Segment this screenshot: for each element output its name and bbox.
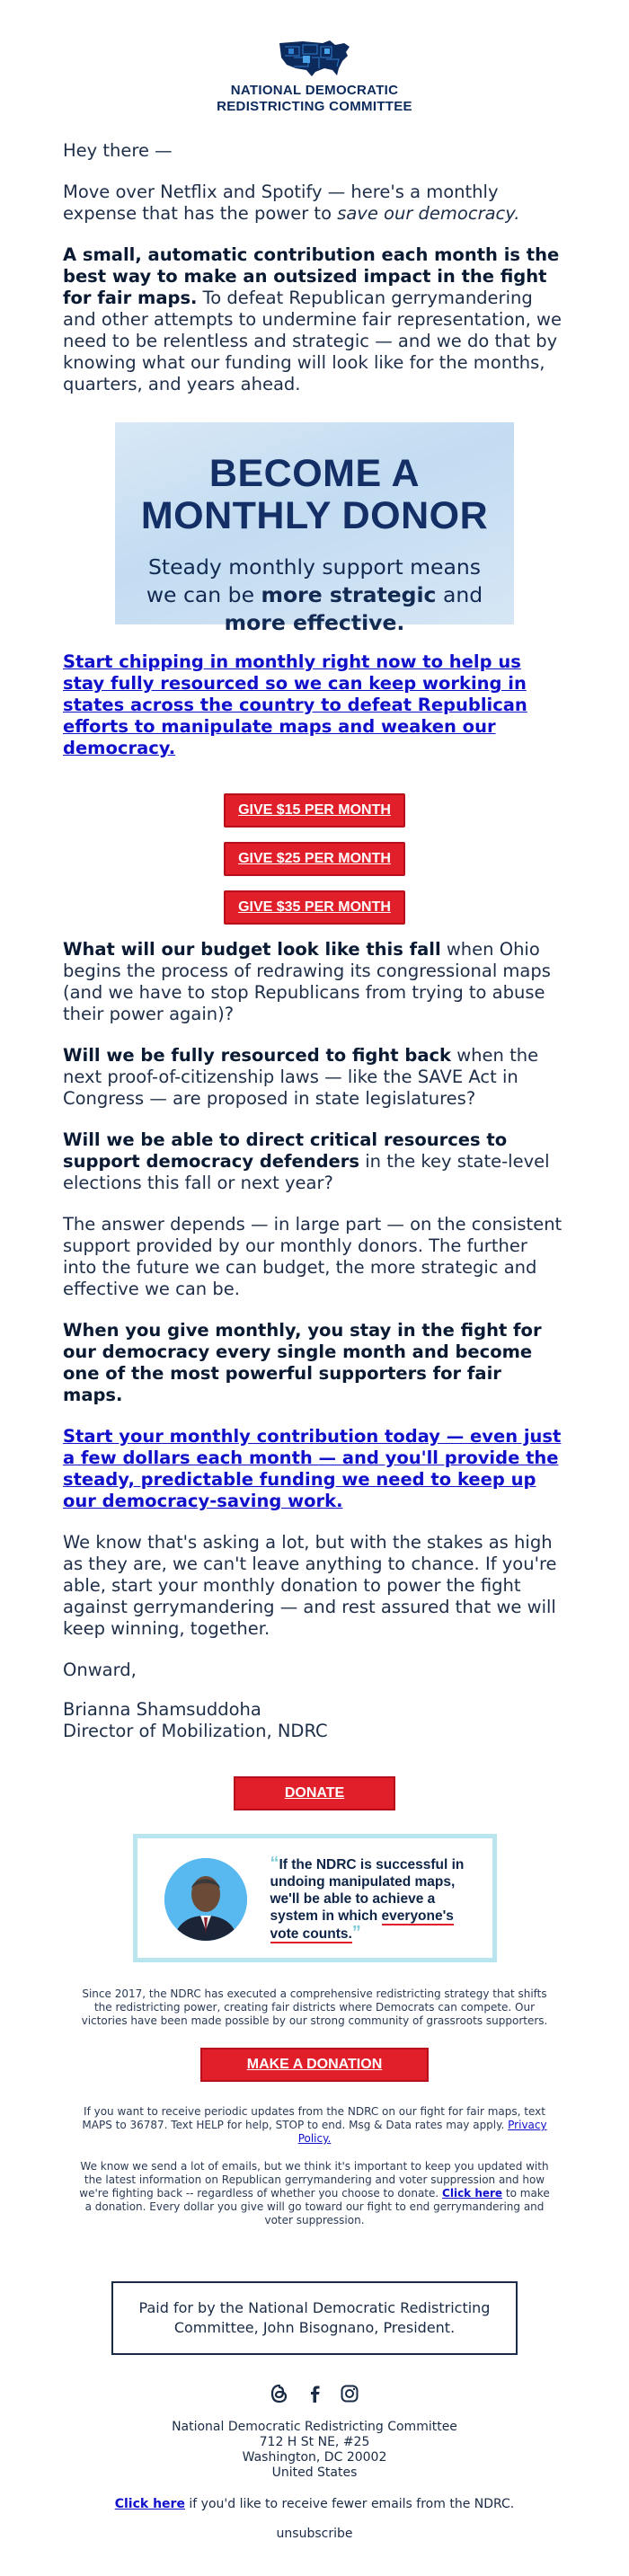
start-contribution-link[interactable]: Start your monthly contribution today — even just a few dollars each month — and you'll provide the steady, predictable funding we need to keep up our democracy-saving work. bbox=[63, 1426, 562, 1511]
quote-body: If the NDRC is successful in undoing manipulated maps, we'll be able to achieve a system in which bbox=[270, 1857, 465, 1924]
intro-paragraph bbox=[63, 181, 566, 225]
portrait-image bbox=[164, 1858, 247, 1941]
quote-underlined: everyone's vote counts. bbox=[270, 1908, 454, 1942]
email-body bbox=[0, 140, 629, 1742]
question-resources-bold: Will we be able to direct critical resources to support democracy defenders bbox=[63, 1129, 508, 1172]
paragraph-best-way-bold: A small, automatic contribution each month is the best way to make an outsized impact in the fight for fair maps. bbox=[63, 244, 560, 308]
banner-subtext bbox=[115, 553, 514, 637]
link-paragraph-1 bbox=[63, 651, 566, 759]
org-name bbox=[0, 83, 629, 115]
intro-italic: save our democracy. bbox=[337, 203, 520, 224]
greeting: Hey there — bbox=[63, 140, 173, 161]
fewer-emails-body: if you'd like to receive fewer emails from the NDRC. bbox=[184, 2497, 515, 2511]
emails-body-prefix: We know we send a lot of emails, but we think it's important to keep you updated with the latest information on Republican gerrymandering and voter suppression and how we're fighting back -- regardless of whether you choose to donate. bbox=[79, 2160, 549, 2200]
question-budget-rest: when Ohio begins the process of redrawing its congressional maps (and we have to stop Republicans from trying to abuse their power again)? bbox=[63, 939, 551, 1024]
link-paragraph-2 bbox=[63, 1426, 566, 1512]
intro-text: Move over Netflix and Spotify — here's a monthly expense that has the power to bbox=[63, 181, 499, 224]
social-icons bbox=[0, 2384, 629, 2407]
emails-body-suffix: to make a donation. Every dollar you give will go toward our fight to end gerrymandering and voter suppression. bbox=[84, 2187, 550, 2226]
give-25-button[interactable]: GIVE $25 PER MONTH bbox=[224, 842, 405, 876]
give-15-button[interactable]: GIVE $15 PER MONTH bbox=[224, 793, 405, 828]
org-name-line1: NATIONAL DEMOCRATIC bbox=[230, 83, 399, 98]
banner-heading-line1: BECOME A bbox=[208, 452, 421, 495]
quote-close-mark: ” bbox=[351, 1923, 361, 1943]
donate-button[interactable]: DONATE bbox=[234, 1776, 395, 1810]
question-resourced-bold: Will we be fully resourced to fight back bbox=[63, 1045, 452, 1066]
give-buttons bbox=[63, 793, 566, 925]
fewer-emails-link[interactable]: Click here bbox=[114, 2497, 185, 2511]
usa-map-logo bbox=[276, 38, 353, 77]
avatar bbox=[164, 1858, 247, 1941]
header bbox=[0, 0, 629, 115]
org-name-line2: REDISTRICTING COMMITTEE bbox=[217, 99, 412, 114]
give-monthly-paragraph bbox=[63, 1320, 566, 1406]
unsubscribe-link[interactable]: unsubscribe bbox=[276, 2527, 353, 2541]
start-monthly-link[interactable]: Start chipping in monthly right now to help us stay fully resourced so we can keep working in states across the country to defeat Republican efforts to manipulate maps and weaken our democracy. bbox=[63, 651, 527, 758]
sms-text bbox=[79, 2105, 550, 2146]
answer-paragraph: The answer depends — in large part — on the consistent support provided by our monthly donors. The further into the future we can budget, the more strategic and effective we can be. bbox=[63, 1214, 563, 1299]
monthly-donor-banner[interactable] bbox=[115, 422, 514, 635]
banner-heading bbox=[115, 453, 514, 537]
banner-sub-line2-suffix: and bbox=[436, 582, 483, 607]
give-35-button[interactable]: GIVE $35 PER MONTH bbox=[224, 890, 405, 925]
privacy-policy-link[interactable]: Privacy Policy. bbox=[297, 2119, 547, 2145]
banner-sub-line3 bbox=[115, 609, 514, 637]
threads-icon[interactable] bbox=[270, 2384, 289, 2407]
mailing-address bbox=[0, 2420, 629, 2481]
question-budget-bold: What will our budget look like this fall bbox=[63, 939, 441, 960]
quote-card[interactable] bbox=[133, 1834, 497, 1962]
question-resourced-rest: when the next proof-of-citizenship laws — like the SAVE Act in Congress — are proposed in state legislatures? bbox=[63, 1045, 539, 1109]
signature-name: Brianna Shamsuddoha bbox=[63, 1699, 261, 1720]
sms-body: If you want to receive periodic updates from the NDRC on our fight for fair maps, text MAPS to 36787. Text HELP for help, STOP to end. Msg & Data rates may apply. bbox=[82, 2105, 545, 2131]
fewer-emails-text bbox=[0, 2497, 629, 2512]
facebook-icon[interactable] bbox=[305, 2384, 324, 2407]
banner-sub-line2-prefix: we can be bbox=[146, 582, 261, 607]
instagram-icon[interactable] bbox=[340, 2384, 359, 2407]
signature bbox=[63, 1699, 566, 1742]
emails-click-here-link[interactable]: Click here bbox=[442, 2187, 503, 2200]
quote-open-mark: “ bbox=[270, 1854, 279, 1873]
emails-text bbox=[79, 2160, 550, 2227]
give-monthly-bold: When you give monthly, you stay in the fight for our democracy every single month and become one of the most powerful supporters for fair maps. bbox=[63, 1320, 542, 1405]
paragraph-best-way-rest: To defeat Republican gerrymandering and other attempts to undermine fair representation, we need to be relentless and strategic — and we do that by knowing what our funding will look like for the months, quarters, and years ahead. bbox=[63, 288, 562, 394]
question-resources-rest: in the key state-level elections this fall or next year? bbox=[63, 1151, 550, 1193]
banner-heading-line2: MONTHLY DONOR bbox=[140, 494, 489, 537]
banner-sub-line1: Steady monthly support means bbox=[147, 554, 482, 580]
address-line4: United States bbox=[271, 2465, 358, 2480]
address-line3: Washington, DC 20002 bbox=[242, 2450, 387, 2465]
onward: Onward, bbox=[63, 1660, 137, 1680]
paragraph-best-way bbox=[63, 244, 566, 395]
closing-paragraph: We know that's asking a lot, but with the stakes as high as they are, we can't leave anything to chance. If you're able, start your monthly donation to power the fight against gerrymandering — and rest assured that we will keep winning, together. bbox=[63, 1532, 557, 1639]
paid-for-box: Paid for by the National Democratic Redistricting Committee, John Bisognano, President. bbox=[111, 2281, 518, 2355]
banner-sub-line2 bbox=[115, 581, 514, 609]
since-2017-text: Since 2017, the NDRC has executed a comprehensive redistricting strategy that shifts the redistricting power, creating fair districts where Democrats can compete. Our victories have been made possible by our strong community of grassroots supporters. bbox=[81, 1987, 548, 2027]
quote-text bbox=[270, 1855, 477, 1943]
make-donation-button[interactable]: MAKE A DONATION bbox=[200, 2048, 429, 2082]
address-line2: 712 H St NE, #25 bbox=[259, 2435, 370, 2449]
question-resources bbox=[63, 1129, 566, 1194]
question-budget bbox=[63, 939, 566, 1025]
signature-title: Director of Mobilization, NDRC bbox=[63, 1721, 328, 1741]
address-line1: National Democratic Redistricting Committee bbox=[172, 2420, 457, 2434]
banner-sub-line3-bold: more effective. bbox=[224, 610, 405, 635]
question-resourced bbox=[63, 1045, 566, 1110]
banner-sub-line2-bold: more strategic bbox=[261, 582, 437, 607]
